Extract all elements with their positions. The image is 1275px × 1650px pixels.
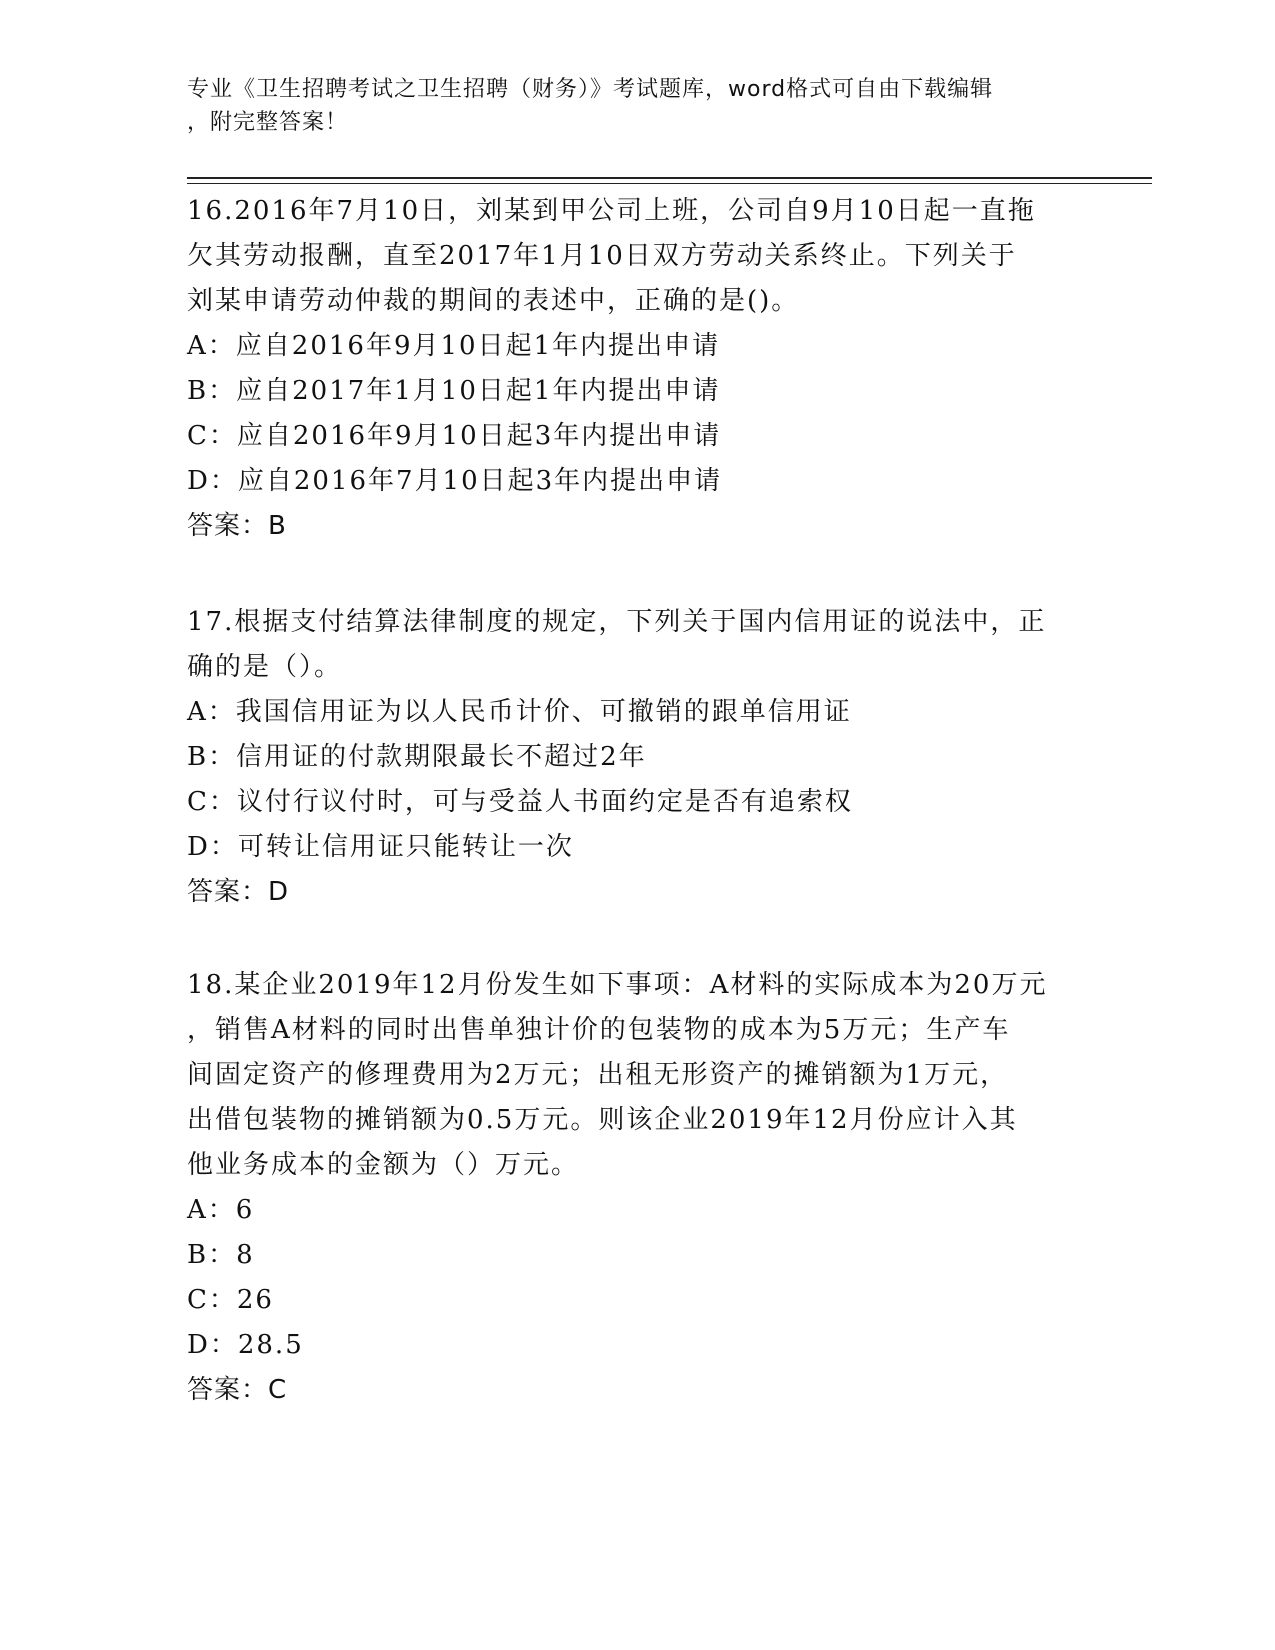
answer: 答案：D: [187, 877, 290, 907]
stem-line: 17.根据支付结算法律制度的规定，下列关于国内信用证的说法中，正: [187, 607, 1047, 637]
stem-line: 18.某企业2019年12月份发生如下事项：A材料的实际成本为20万元: [187, 970, 1048, 1000]
option-d: D：可转让信用证只能转让一次: [187, 832, 574, 862]
stem-line: 出借包装物的摊销额为0.5万元。则该企业2019年12月份应计入其: [187, 1105, 1018, 1135]
header-line-2: ，附完整答案！: [187, 110, 349, 135]
option-b: B：信用证的付款期限最长不超过2年: [187, 742, 647, 772]
document-header: [187, 73, 1087, 139]
stem-line: 刘某申请劳动仲裁的期间的表述中，正确的是()。: [187, 286, 800, 316]
option-a: A：6: [187, 1195, 255, 1225]
option-b: B：8: [187, 1240, 255, 1270]
question-stem: [187, 600, 1087, 690]
option-c: C：应自2016年9月10日起3年内提出申请: [187, 421, 722, 451]
option-d: D：应自2016年7月10日起3年内提出申请: [187, 466, 723, 496]
stem-line: ，销售A材料的同时出售单独计价的包装物的成本为5万元；生产车: [187, 1015, 1011, 1045]
question-16: [187, 189, 1087, 549]
question-18: [187, 963, 1087, 1413]
question-17: [187, 600, 1087, 915]
question-stem: [187, 189, 1087, 324]
answer: 答案：B: [187, 511, 287, 541]
stem-line: 欠其劳动报酬，直至2017年1月10日双方劳动关系终止。下列关于: [187, 241, 1017, 271]
question-stem: [187, 963, 1087, 1188]
option-c: C：议付行议付时，可与受益人书面约定是否有追索权: [187, 787, 853, 817]
option-c: C：26: [187, 1285, 274, 1315]
header-divider-thick: [187, 177, 1152, 179]
header-line-1: 专业《卫生招聘考试之卫生招聘（财务）》考试题库，word格式可自由下载编辑: [187, 77, 994, 102]
answer: 答案：C: [187, 1375, 288, 1405]
option-d: D：28.5: [187, 1330, 304, 1360]
stem-line: 间固定资产的修理费用为2万元；出租无形资产的摊销额为1万元，: [187, 1060, 1009, 1090]
stem-line: 他业务成本的金额为（）万元。: [187, 1150, 580, 1180]
option-a: A：我国信用证为以人民币计价、可撤销的跟单信用证: [187, 697, 852, 727]
option-b: B：应自2017年1月10日起1年内提出申请: [187, 376, 721, 406]
header-divider-thin: [187, 183, 1152, 184]
stem-line: 确的是（）。: [187, 652, 343, 682]
option-a: A：应自2016年9月10日起1年内提出申请: [187, 331, 721, 361]
stem-line: 16.2016年7月10日，刘某到甲公司上班，公司自9月10日起一直拖: [187, 196, 1036, 226]
